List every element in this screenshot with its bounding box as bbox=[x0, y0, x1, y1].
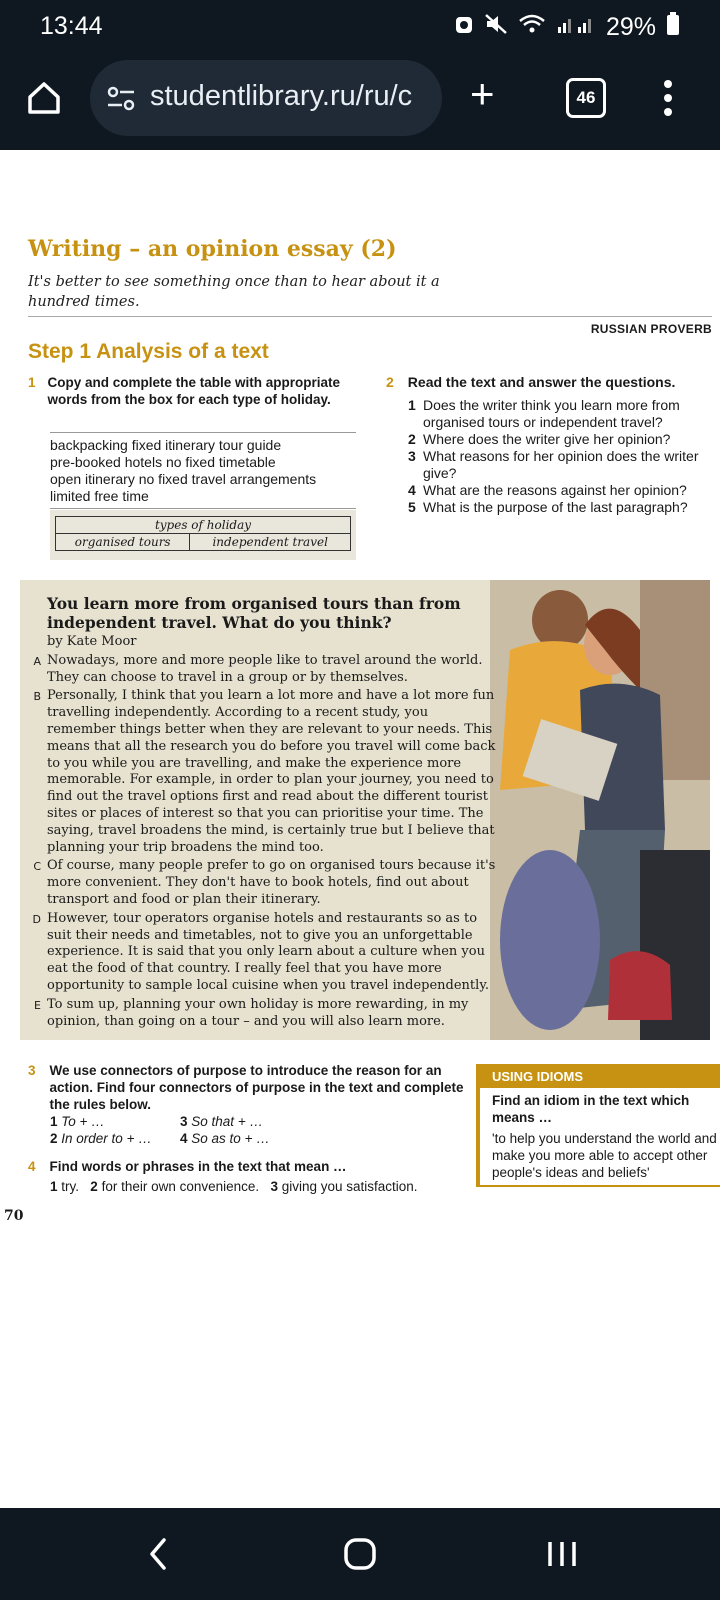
status-icons bbox=[454, 12, 680, 43]
alarm-icon bbox=[454, 13, 474, 42]
list-item: 1 To + … bbox=[50, 1114, 105, 1129]
list-item: 2 Where does the writer give her opinion? bbox=[408, 431, 671, 447]
exercise-1 bbox=[28, 374, 358, 408]
wifi-icon bbox=[518, 13, 546, 42]
word-box-line: backpacking fixed itinerary tour guide bbox=[50, 437, 282, 453]
list-item: 2 In order to + … bbox=[50, 1131, 152, 1146]
recent-apps-icon[interactable] bbox=[512, 1508, 612, 1600]
table-header: types of holiday bbox=[56, 517, 351, 534]
list-item: 1 Does the writer think you learn more from organised tours or independent travel? bbox=[408, 397, 680, 430]
list-item: 5 What is the purpose of the last paragraph? bbox=[408, 499, 688, 515]
page-title: Writing – an opinion essay (2) bbox=[28, 236, 397, 262]
article-heading: You learn more from organised tours than from independent travel. What do you think? bbox=[47, 594, 461, 632]
exercise-instruction: Copy and complete the table with appropriate words from the box for each type of holiday. bbox=[47, 375, 341, 407]
word-box-line: pre-booked hotels no fixed timetable bbox=[50, 454, 276, 470]
divider bbox=[28, 316, 712, 317]
page-settings-icon[interactable] bbox=[106, 84, 136, 114]
url-text[interactable]: studentlibrary.ru/ru/c bbox=[150, 80, 413, 112]
list-item: 3 So that + … bbox=[180, 1114, 263, 1129]
exercise-number: 2 bbox=[386, 374, 394, 390]
exercise-number: 4 bbox=[28, 1159, 36, 1174]
exercise-instruction: We use connectors of purpose to introduce the reason for an action. Find four connectors of purpose in the text and complete the rules below. bbox=[49, 1063, 464, 1112]
article-byline: by Kate Moor bbox=[47, 634, 137, 649]
exercise-instruction: Find words or phrases in the text that mean … bbox=[49, 1159, 347, 1174]
tab-switcher-icon[interactable]: 46 bbox=[566, 78, 606, 118]
idioms-definition: 'to help you understand the world and make you more able to accept other people's ideas and beliefs' bbox=[492, 1131, 717, 1180]
proverb-source: RUSSIAN PROVERB bbox=[590, 322, 712, 336]
page-content bbox=[0, 150, 720, 1508]
plus-icon[interactable]: + bbox=[470, 70, 495, 117]
rules-list bbox=[50, 1113, 468, 1147]
travel-photo bbox=[490, 580, 710, 1040]
word-box-line: open itinerary no fixed travel arrangements bbox=[50, 471, 317, 487]
status-bar bbox=[0, 0, 720, 52]
browser-toolbar bbox=[0, 52, 720, 150]
holiday-table bbox=[50, 510, 356, 560]
list-item: 4 So as to + … bbox=[180, 1131, 270, 1146]
status-time: 13:44 bbox=[40, 12, 103, 40]
navigation-bar bbox=[0, 1508, 720, 1600]
paragraph: B Personally, I think that you learn a lot more and have a lot more fun travelling independently. According to a recent study, you remember things better when they are relevant to your needs. This means that all the research you do before you travel will come back to you while you are travelling, and make the experience more memorable. For example, in order to plan your journey, you need to find out the travel options first and read about the different tourist sites or places of interest so that you can prioritise your time. The saying, travel broadens the mind, is certainly true but I believe that planning your trip broadens the mind too. bbox=[33, 688, 496, 855]
idioms-body bbox=[476, 1088, 720, 1187]
battery-icon bbox=[666, 12, 680, 43]
list-item: 4 What are the reasons against her opinion? bbox=[408, 482, 687, 498]
idioms-heading: USING IDIOMS bbox=[476, 1064, 720, 1088]
meaning-list: 1 try. 2 for their own convenience. 3 giving you satisfaction. bbox=[50, 1179, 418, 1194]
mute-icon bbox=[484, 13, 508, 42]
idioms-question: Find an idiom in the text which means … bbox=[492, 1093, 690, 1125]
exercise-number: 1 bbox=[28, 375, 36, 390]
table-column: independent travel bbox=[190, 534, 351, 551]
paragraph: A Nowadays, more and more people like to travel around the world. They can choose to travel in a group or by themselves. bbox=[33, 652, 483, 685]
more-vertical-icon[interactable] bbox=[664, 80, 674, 122]
back-chevron-icon[interactable] bbox=[108, 1508, 208, 1600]
signal-icon bbox=[556, 13, 596, 42]
step-title: Step 1 Analysis of a text bbox=[28, 340, 269, 363]
address-bar[interactable] bbox=[90, 60, 442, 136]
home-icon[interactable] bbox=[24, 78, 64, 118]
word-box-line: limited free time bbox=[50, 488, 149, 504]
page-number: 70 bbox=[4, 1208, 24, 1224]
battery-percent: 29% bbox=[605, 13, 656, 41]
article bbox=[20, 594, 500, 1032]
exercise-instruction: Read the text and answer the questions. bbox=[407, 374, 676, 390]
exercise-number: 3 bbox=[28, 1063, 36, 1078]
list-item: 3 What reasons for her opinion does the writer give? bbox=[408, 448, 699, 481]
exercise-2 bbox=[386, 374, 716, 516]
paragraph: D However, tour operators organise hotels and restaurants so as to suit their needs and timetables, not to give you an unforgettable experience. It is said that you only learn about a culture when you eat the food of that country. I really feel that you have more opportunity to sample local cuisine when you travel independently. bbox=[32, 910, 490, 993]
exercise-4 bbox=[28, 1158, 468, 1195]
word-box bbox=[50, 432, 356, 509]
paragraph: C Of course, many people prefer to go on organised tours because it's more convenient. They don't have to book hotels, find out about transport and food or plan their itinerary. bbox=[33, 858, 496, 907]
home-circle-icon[interactable] bbox=[310, 1508, 410, 1600]
table-column: organised tours bbox=[56, 534, 190, 551]
reading-text-panel bbox=[20, 580, 710, 1040]
paragraph: E To sum up, planning your own holiday is more rewarding, in my opinion, than going on a tour – and you will also learn more. bbox=[34, 996, 469, 1029]
question-list bbox=[408, 397, 716, 516]
proverb: It's better to see something once than to hear about it a hundred times. bbox=[28, 274, 440, 310]
using-idioms-box bbox=[476, 1064, 720, 1184]
exercise-3 bbox=[28, 1062, 468, 1147]
